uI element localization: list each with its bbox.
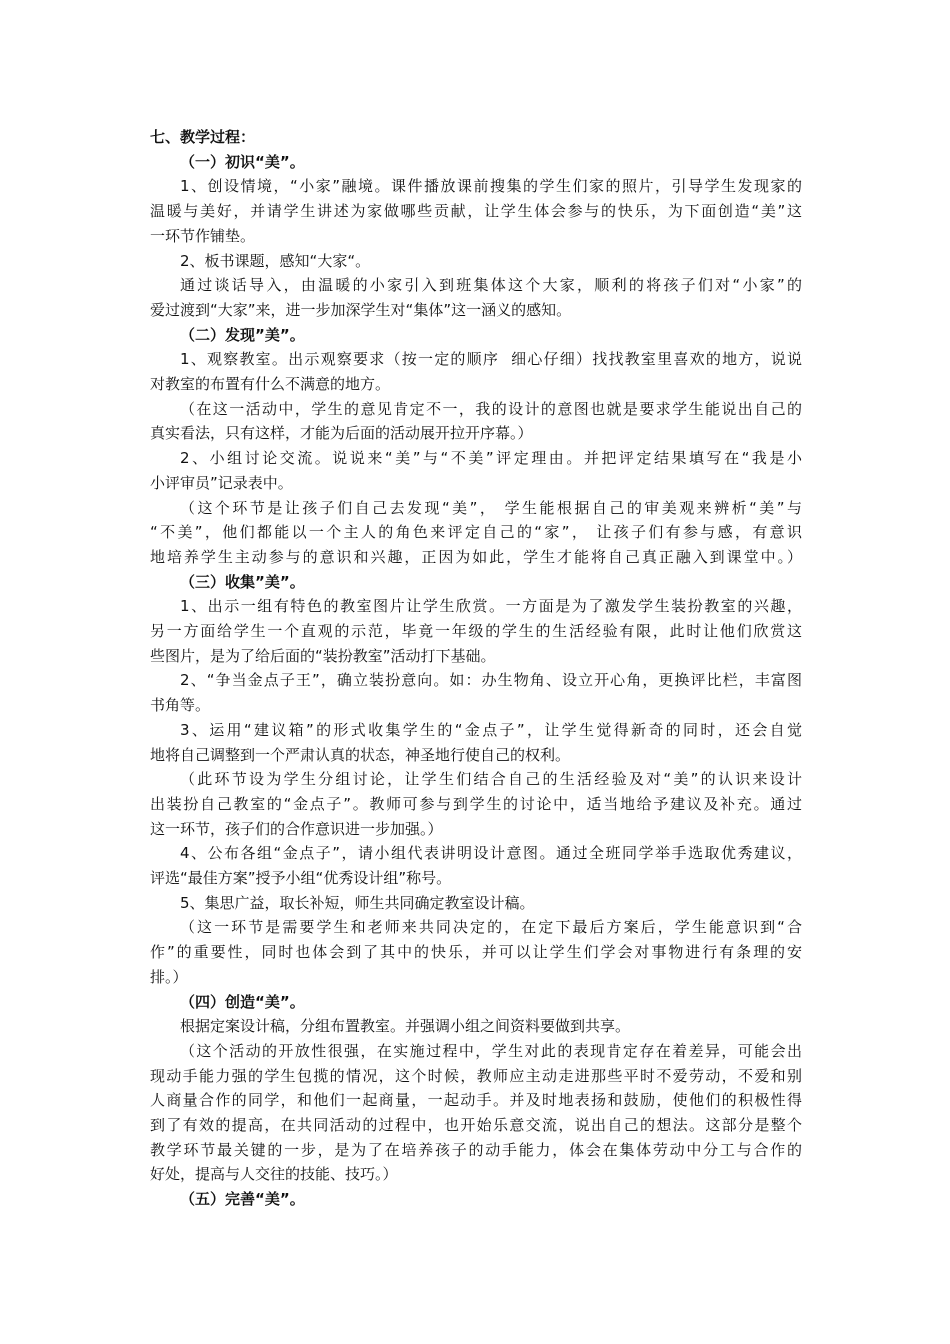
paragraph-line: （此环节设为学生分组讨论，让学生们结合自己的生活经验及对“美”的认识来设计 bbox=[180, 770, 802, 789]
paragraph-line: 温暖与美好，并请学生讲述为家做哪些贡献，让学生体会参与的快乐，为下面创造“美”这 bbox=[150, 202, 802, 221]
paragraph-line: 现动手能力强的学生包揽的情况，这个时候，教师应主动走进那些平时不爱劳动，不爱和别 bbox=[150, 1066, 802, 1085]
paragraph-line: 一环节作铺垫。 bbox=[150, 226, 256, 245]
paragraph-line: 作”的重要性，同时也体会到了其中的快乐，并可以让学生们学会对事物进行有条理的安 bbox=[150, 943, 802, 962]
paragraph-line: 1、观察教室。出示观察要求（按一定的顺序 细心仔细）找找教室里喜欢的地方，说说 bbox=[180, 350, 802, 369]
paragraph-line: 4、公布各组“金点子”，请小组代表讲明设计意图。通过全班同学举手选取优秀建议， bbox=[180, 844, 802, 863]
paragraph-line: 1、创设情境，“小家”融境。课件播放课前搜集的学生们家的照片，引导学生发现家的 bbox=[180, 177, 802, 196]
paragraph-line: 评选“最佳方案”授予小组“优秀设计组”称号。 bbox=[150, 869, 452, 887]
paragraph-line: 排。） bbox=[150, 967, 188, 986]
paragraph-line: 真实看法，只有这样，才能为后面的活动展开拉开序幕。） bbox=[150, 424, 533, 443]
paragraph-line: 另一方面给学生一个直观的示范，毕竟一年级的学生的生活经验有限，此时让他们欣赏这 bbox=[150, 622, 802, 640]
paragraph-line: 些图片，是为了给后面的“装扮教室”活动打下基础。 bbox=[150, 646, 496, 665]
paragraph-line: 2、板书课题，感知“大家“。 bbox=[180, 251, 371, 270]
paragraph-line: 5、集思广益，取长补短，师生共同确定教室设计稿。 bbox=[180, 893, 535, 912]
paragraph-line: 地培养学生主动参与的意识和兴趣，正因为如此，学生才能将自己真正融入到课堂中。） bbox=[150, 547, 802, 566]
paragraph-line: 小评审员”记录表中。 bbox=[150, 473, 293, 492]
paragraph-line: 到了有效的提高，在共同活动的过程中，也开始乐意交流，说出自己的想法。这部分是整个 bbox=[150, 1116, 802, 1134]
section-heading: （一）初识“美”。 bbox=[180, 152, 305, 171]
paragraph-line: （这个环节是让孩子们自己去发现“美”， 学生能根据自己的审美观来辨析“美”与 bbox=[180, 498, 802, 517]
paragraph-line: 1、出示一组有特色的教室图片让学生欣赏。一方面是为了激发学生装扮教室的兴趣， bbox=[180, 597, 802, 616]
paragraph-line: “不美”，他们都能以一个主人的角色来评定自己的“家”， 让孩子们有参与感，有意识 bbox=[150, 523, 802, 542]
section-heading: （三）收集”美”。 bbox=[180, 572, 305, 591]
paragraph-line: 2、小组讨论交流。说说来“美”与“不美”评定理由。并把评定结果填写在“我是小 bbox=[180, 449, 802, 468]
paragraph-line: 爱过渡到“大家”来，进一步加深学生对“集体”这一涵义的感知。 bbox=[150, 300, 572, 319]
paragraph-line: 2、“争当金点子王”，确立装扮意向。如：办生物角、设立开心角，更换评比栏，丰富图 bbox=[180, 671, 802, 690]
section-heading: （二）发现”美”。 bbox=[180, 325, 305, 344]
paragraph-line: 根据定案设计稿，分组布置教室。并强调小组之间资料要做到共享。 bbox=[180, 1017, 631, 1036]
paragraph-line: 通过谈话导入，由温暖的小家引入到班集体这个大家，顺利的将孩子们对“小家”的 bbox=[180, 276, 802, 295]
paragraph-line: 书角等。 bbox=[150, 696, 211, 715]
paragraph-line: （这一环节是需要学生和老师来共同决定的，在定下最后方案后，学生能意识到“合 bbox=[180, 918, 802, 937]
paragraph-line: 好处，提高与人交往的技能、技巧。） bbox=[150, 1165, 398, 1184]
paragraph-line: 这一环节，孩子们的合作意识进一步加强。） bbox=[150, 819, 443, 838]
paragraph-line: 教学环节最关键的一步，是为了在培养孩子的动手能力，体会在集体劳动中分工与合作的 bbox=[150, 1140, 802, 1159]
section-heading: （四）创造“美”。 bbox=[180, 992, 305, 1011]
paragraph-line: 3、运用“建议箱”的形式收集学生的“金点子”，让学生觉得新奇的同时，还会自觉 bbox=[180, 720, 802, 739]
paragraph-line: 出装扮自己教室的“金点子”。教师可参与到学生的讨论中，适当地给予建议及补充。通过 bbox=[150, 794, 802, 813]
paragraph-line: （在这一活动中，学生的意见肯定不一，我的设计的意图也就是要求学生能说出自己的 bbox=[180, 399, 802, 418]
section-heading: （五）完善“美”。 bbox=[180, 1190, 305, 1209]
paragraph-line: 地将自己调整到一个严肃认真的状态，神圣地行使自己的权利。 bbox=[150, 745, 571, 764]
section-heading: 七、教学过程： bbox=[150, 128, 256, 146]
paragraph-line: 对教室的布置有什么不满意的地方。 bbox=[150, 375, 391, 393]
paragraph-line: （这个活动的开放性很强，在实施过程中，学生对此的表现肯定存在着差异，可能会出 bbox=[180, 1041, 802, 1060]
paragraph-line: 人商量合作的同学，和他们一起商量，一起动手。并及时地表扬和鼓励，使他们的积极性得 bbox=[150, 1091, 802, 1110]
